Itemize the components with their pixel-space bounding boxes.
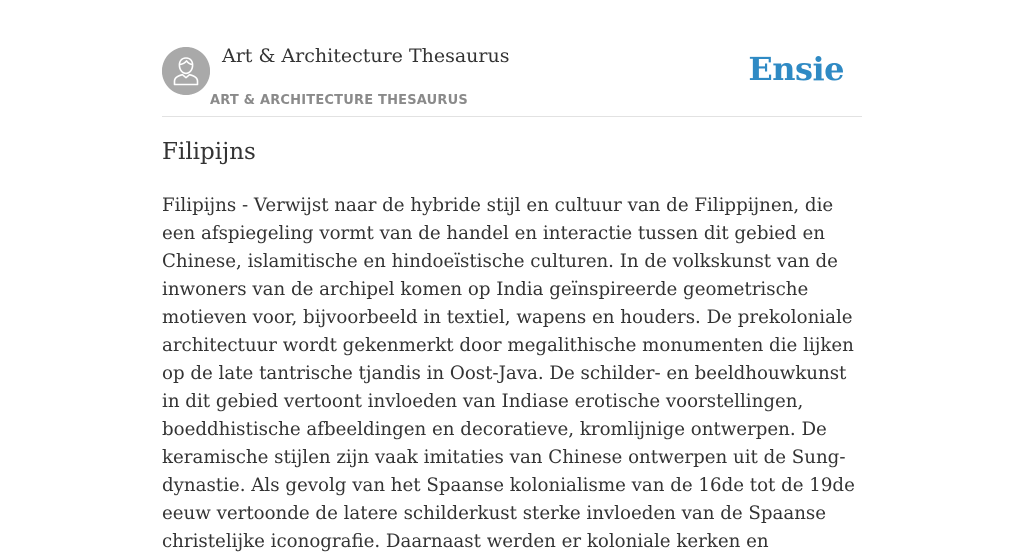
entry-title: Filipijns [162,139,256,165]
entry-body: Filipijns - Verwijst naar de hybride stijl en cultuur van de Filippijnen, die een afspiegeling vormt van de handel en interactie tussen dit gebied en Chinese, islamitische en hindoeïstische culturen. In de volkskunst van de inwoners van de archipel komen op India geïnspireerde geometrische motieven voor, bijvoorbeeld in textiel, wapens en houders. De prekoloniale architectuur wordt gekenmerkt door megalithische monumenten die lijken op de late tantrische tjandis in Oost-Java. De schilder- en beeldhouwkunst in dit gebied vertoont invloeden van Indiase erotische voorstellingen, boeddhistische afbeeldingen en decoratieve, kromlijnige ontwerpen. De keramische stijlen zijn vaak imitaties van Chinese ontwerpen uit de Sung-dynastie. Als gevolg van het Spaanse kolonialisme van de 16de tot de 19de eeuw vertoonde de latere schilderkust sterke invloeden van de Spaanse christelijke iconografie. Daarnaast werden er koloniale kerken en [162,195,855,552]
source-subtitle[interactable]: ART & ARCHITECTURE THESAURUS [210,93,468,108]
source-header [162,40,862,117]
source-title[interactable]: Art & Architecture Thesaurus [222,45,510,67]
user-icon[interactable] [162,47,210,95]
brand-logo[interactable]: Ensie [748,50,844,88]
